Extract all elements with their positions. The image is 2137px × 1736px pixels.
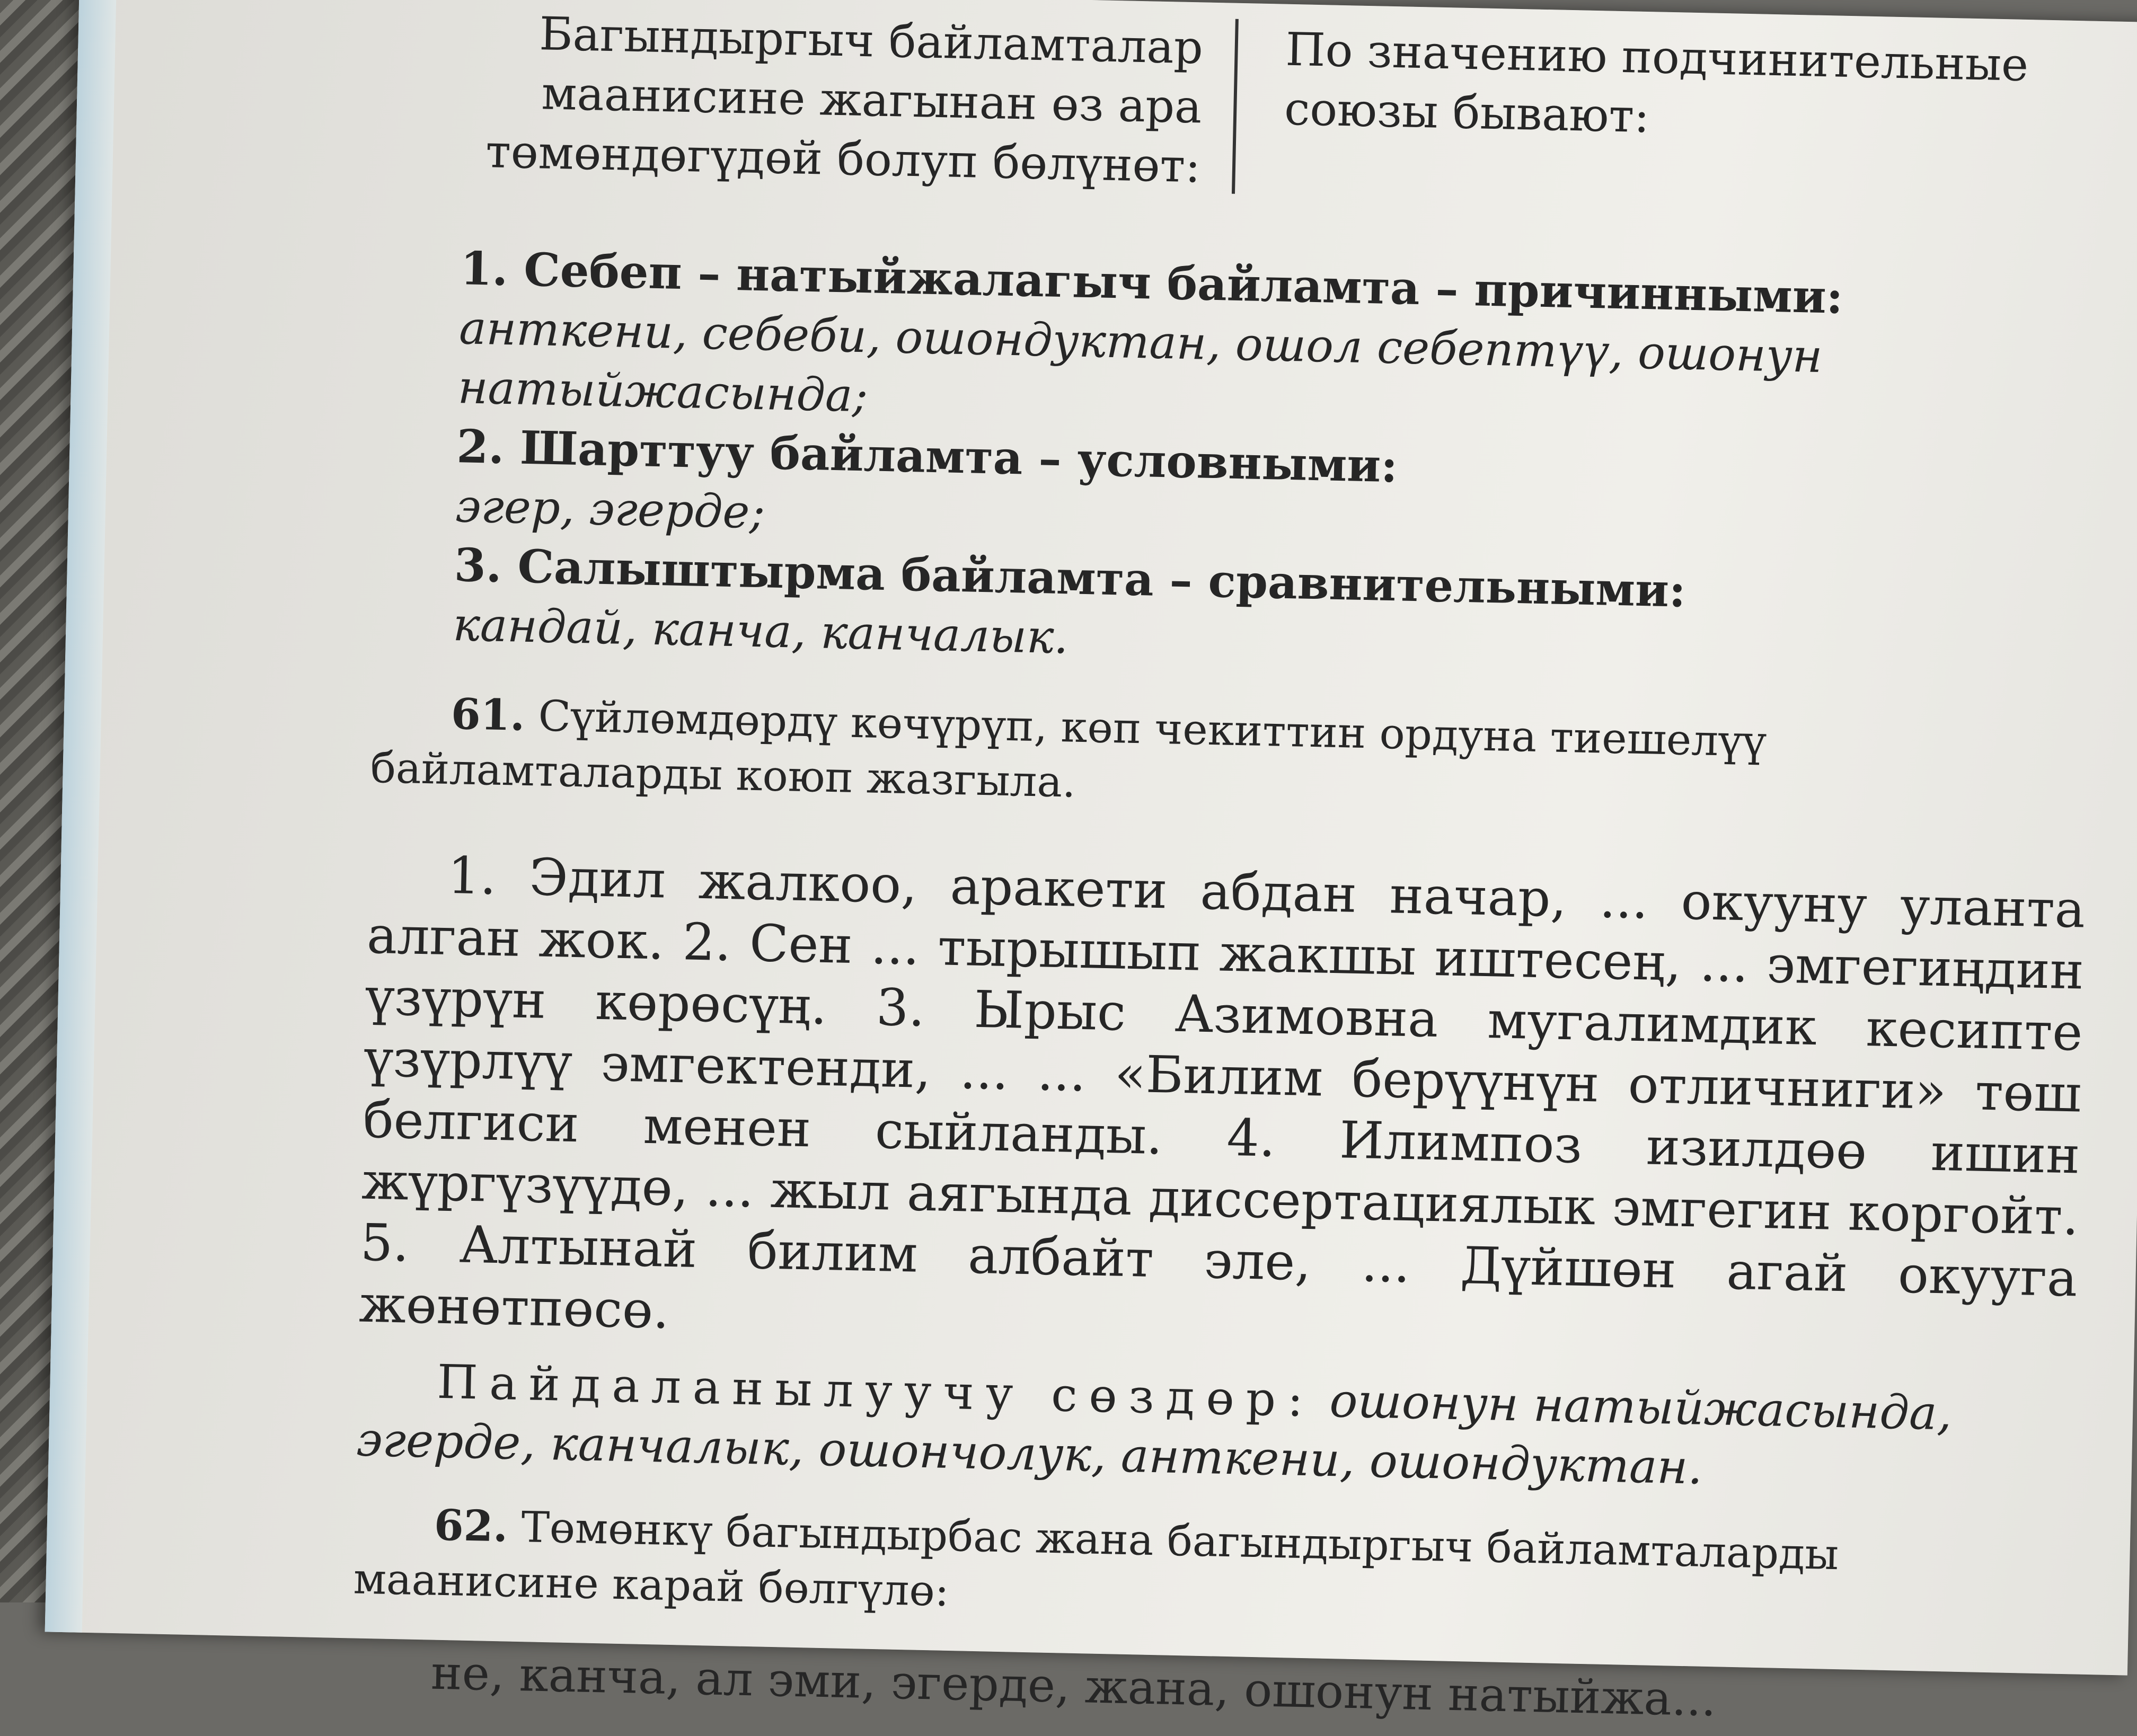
exercise-61-text: 1. Эдил жалкоо, аракети абдан начар, ... окууну уланта алган жок. 2. Сен ... тырышып жакшы иштесең, ... эмгегиңдин үзүрүн көрөсүң. 3. Ырыс Азимовна мугалимдик кесипте үзүрлүү эмгектенди, ... ... «Билим берүүнүн отличниги» төш белгиси менен сыйланды. 4. Илимпоз изилдөө ишин жүргүзүүдө, ... жыл аягында диссертациялык эмгегин коргойт. 5. Алтынай билим албайт эле, ... Дүйшөн агай окууга жөнөтпөсө. <box>358 845 2086 1340</box>
exercise-62-instruction: Төмөнкү багындырбас жана багындыргыч байламталарды маанисине карай бөлгүлө: <box>352 1502 1839 1616</box>
exercise-61-words-label: Пайдаланылуучу сөздөр: <box>436 1354 1315 1428</box>
exercise-62 <box>351 1496 2072 1735</box>
page-content <box>351 0 2104 1734</box>
exercise-62-words: не, канча, ал эми, эгерде, жана, ошонун натыйжа... <box>430 1645 1717 1727</box>
header-kyrgyz <box>383 1 1235 197</box>
type-2-examples: эгер, эгерде; <box>455 480 766 539</box>
header-russian <box>1232 19 2104 212</box>
type-2-heading: 2. Шарттуу байламта – условными: <box>456 420 1398 493</box>
exercise-61 <box>356 685 2089 1505</box>
bilingual-header <box>383 1 2103 215</box>
header-right-text: По значению подчинительные союзы бывают: <box>1284 23 2029 144</box>
type-3-examples: кандай, канча, канчалык. <box>452 598 1069 665</box>
book-page <box>45 0 2137 1727</box>
exercise-61-number: 61. <box>451 688 526 740</box>
header-left-text: Багындыргыч байламталар маанисине жагынан өз ара төмөндөгүдөй болуп бөлүнөт: <box>485 7 1204 193</box>
exercise-61-words: ошонун натыйжасында, эгерде, канчалык, ошончолук, анткени, ошондуктан. <box>356 1372 1953 1495</box>
type-3-heading: 3. Салыштырма байламта – сравнительными: <box>453 538 1686 618</box>
type-1-examples: анткени, себеби, ошондуктан, ошол себептүү, ошонун натыйжасында; <box>457 302 1823 423</box>
conjunction-types <box>373 237 2098 689</box>
exercise-62-number: 62. <box>434 1500 509 1552</box>
type-1-heading: 1. Себеп – натыйжалагыч байламта – причинными: <box>460 242 1844 324</box>
exercise-61-instruction: Сүйлөмдөрдү көчүрүп, көп чекиттин ордуна тиешелүү байламталарды коюп жазгыла. <box>369 691 1767 807</box>
